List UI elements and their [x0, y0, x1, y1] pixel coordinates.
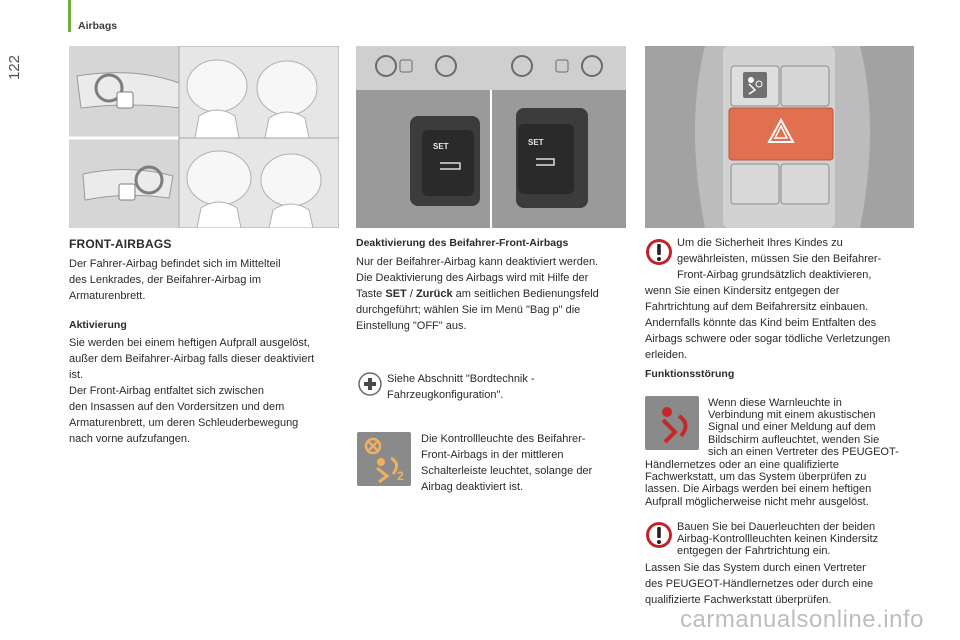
see-section-note: [387, 371, 627, 403]
front-airbag-illustration: [69, 46, 339, 228]
back-key-label: Zurück: [415, 288, 453, 300]
text-line: Einstellung "OFF" aus.: [356, 320, 467, 332]
text-line: lassen. Die Airbags werden bei einem heftigen: [645, 483, 872, 496]
text-line: durchgeführt; wählen Sie im Menü "Bag p" die: [356, 304, 581, 316]
text-line: wenn Sie einen Kindersitz entgegen der: [645, 285, 840, 297]
set-label-right: SET: [528, 138, 544, 147]
text-line: Bauen Sie bei Dauerleuchten der beiden: [677, 521, 876, 533]
activation-body: [69, 335, 341, 447]
text-line: Fahrzeugkonfiguration".: [387, 389, 504, 401]
text-line: Armaturenbrett.: [69, 290, 146, 302]
activation-heading: Aktivierung: [69, 319, 127, 331]
text-line: entgegen der Fahrtrichtung ein.: [677, 545, 831, 558]
fault-heading: Funktionsstörung: [645, 368, 735, 380]
watermark: carmanualsonline.info: [680, 606, 924, 633]
text-fragment: /: [406, 288, 416, 300]
center-switch-drawing: [645, 46, 914, 228]
deactivation-body: [356, 254, 632, 334]
front-airbags-intro: [69, 256, 339, 304]
child-seat-warning-indented: [677, 235, 917, 283]
text-line: Sie werden bei einem heftigen Aufprall ausgelöst,: [69, 337, 310, 349]
text-line: Verbindung mit einem akustischen: [708, 409, 876, 422]
front-airbag-drawing: [69, 46, 339, 228]
fault-text-indented: [708, 397, 918, 458]
text-line: Lassen Sie das System durch einen Vertreter: [645, 562, 866, 574]
text-line: Fahrtrichtung auf dem Beifahrersitz einbauen.: [645, 301, 869, 313]
fault-text-full: [645, 459, 917, 508]
text-line: erleiden.: [645, 349, 688, 361]
text-line: Schalterleiste leuchtet, solange der: [421, 465, 593, 477]
text-fragment: am seitlichen Bedienungsfeld: [452, 288, 599, 300]
child-seat-warning-full: [645, 283, 917, 363]
text-line: Aufprall möglicherweise nicht mehr ausgelöst.: [645, 495, 869, 508]
svg-text:2: 2: [397, 469, 404, 483]
section-title: Airbags: [78, 20, 118, 32]
text-line: Armaturenbrett, um deren Schleuderbewegung: [69, 417, 299, 429]
text-line: ist.: [69, 369, 84, 381]
text-line-with-keys: [356, 286, 632, 302]
text-line: Andernfalls könnte das Kind beim Entfalten des: [645, 317, 877, 329]
text-line: des Lenkrades, der Beifahrer-Airbag im: [69, 274, 261, 286]
text-line: Händlernetzes oder an eine qualifizierte: [645, 459, 839, 471]
set-label-left: SET: [433, 142, 449, 151]
text-line: Front-Airbags in der mittleren: [421, 449, 564, 461]
text-line: des PEUGEOT-Händlernetzes oder durch eine: [645, 578, 874, 590]
text-line: Front-Airbag grundsätzlich deaktivieren,: [677, 269, 872, 281]
deactivation-heading: Deaktivierung des Beifahrer-Front-Airbags: [356, 237, 569, 249]
plus-icon: [358, 372, 382, 396]
text-line: Airbag deaktiviert ist.: [421, 481, 524, 493]
text-line: Airbag-Kontrollleuchten keinen Kindersitz: [677, 533, 879, 546]
text-line: Der Front-Airbag entfaltet sich zwischen: [69, 385, 265, 397]
text-line: Bildschirm aufleuchtet, wenden Sie: [708, 433, 880, 446]
text-line: den Insassen auf den Vordersitzen und dem: [69, 401, 285, 413]
caution-text-full: [645, 560, 917, 608]
text-line: Die Deaktivierung des Airbags wird mit Hilfe der: [356, 272, 589, 284]
airbag-off-lamp-icon: [357, 432, 411, 486]
text-line: Signal und einer Meldung auf dem: [708, 421, 876, 434]
text-line: Die Kontrollleuchte des Beifahrer-: [421, 433, 586, 445]
section-marker: [68, 0, 71, 32]
center-switch-illustration: [645, 46, 914, 228]
set-key-label: SET: [385, 288, 407, 300]
text-line: sich an einen Vertreter des PEUGEOT-: [708, 445, 899, 458]
text-line: nach vorne aufzufangen.: [69, 433, 191, 445]
text-line: gewährleisten, müssen Sie den Beifahrer-: [677, 253, 882, 265]
front-airbags-heading: FRONT-AIRBAGS: [69, 237, 172, 251]
warning-icon: [645, 238, 673, 266]
text-line: Um die Sicherheit Ihres Kindes zu: [677, 237, 843, 249]
page-number: 122: [6, 54, 23, 80]
text-line: qualifizierte Fachwerkstatt überprüfen.: [645, 594, 832, 606]
text-line: außer dem Beifahrer-Airbag falls dieser deaktiviert: [69, 353, 315, 365]
airbag-warning-lamp-icon: [645, 396, 699, 450]
caution-text-indented: [677, 521, 917, 558]
text-line: Siehe Abschnitt "Bordtechnik -: [387, 373, 535, 385]
text-line: Wenn diese Warnleuchte in: [708, 397, 842, 409]
text-line: Nur der Beifahrer-Airbag kann deaktiviert werden.: [356, 256, 599, 268]
set-button-drawing: [356, 46, 626, 228]
text-line: Der Fahrer-Airbag befindet sich im Mittelteil: [69, 258, 281, 270]
text-line: Airbags schwere oder sogar tödliche Verletzungen: [645, 333, 891, 345]
warning-icon: [645, 521, 673, 549]
lamp-note: [421, 431, 631, 495]
set-button-illustration: [356, 46, 626, 228]
text-fragment: Taste: [356, 288, 386, 300]
text-line: Fachwerkstatt, um das System überprüfen zu: [645, 471, 867, 484]
